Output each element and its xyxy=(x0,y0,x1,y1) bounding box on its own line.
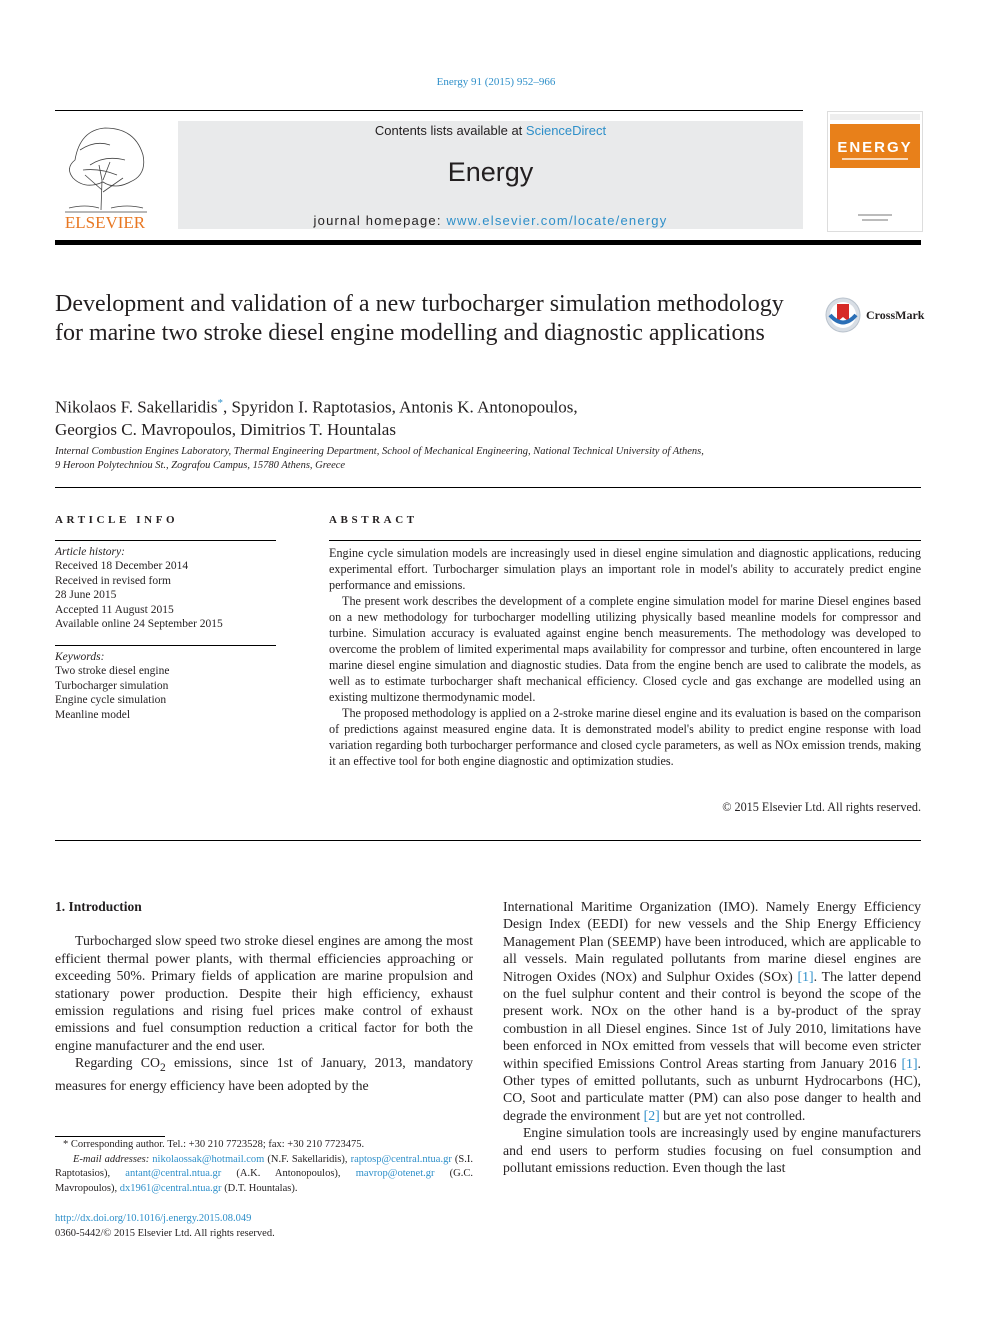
body-paragraph xyxy=(503,898,921,1124)
footnotes xyxy=(55,1138,473,1196)
history-label: Article history: xyxy=(55,546,125,558)
abstract-paragraph: The proposed methodology is applied on a 2-stroke marine diesel engine and its evaluation is based on the comparison of predictions against measured engine data. It is demonstrated model's ability to predict engine response with load variation regarding both turbocharger performance and closed cycle parameters, as well as NOx emission trends, making it an effective tool for both engine diagnostic and optimization studies. xyxy=(329,706,921,768)
doi-block xyxy=(55,1212,473,1241)
homepage-prefix: journal homepage: xyxy=(313,213,447,228)
text-run: . Other types of emitted pollutants, such as unburnt Hydrocarbons (HC), CO, Soot and particulate matter (PM) can also pose danger to health and degrade the environment xyxy=(503,1055,921,1123)
crossmark-icon xyxy=(825,296,925,336)
affiliation xyxy=(55,445,855,473)
body-column-right xyxy=(503,898,921,1177)
text-run: International Maritime Organization (IMO). Namely Energy Efficiency Design Index (EEDI) for new vessels and the Ship Energy Efficiency Management Plan (SEEMP) have been introduced, which are applicable to all vessels. Main regulated pollutants from marine diesel engines are Nitrogen Oxides (NOx) and Sulphur Oxides (SOx) xyxy=(503,899,921,984)
section-heading-introduction: 1. Introduction xyxy=(55,899,142,914)
body-paragraph: Engine simulation tools are increasingly used by engine manufacturers and end users to perform studies focusing on fuel consumption and pollutant emissions reduction. Even though the last xyxy=(503,1125,921,1176)
text-run: . The latter depend on the fuel sulphur content and their control is beyond the scope of the present work. NOx on the other hand is a by-product of the spray combustion in all Diesel engines. Since 1st of July 2010, limitations have been enforced in NOx emitted from vessels that will become even stricter within specified Emissions Control Areas starting from January 2016 xyxy=(503,968,921,1071)
history-item: Received 18 December 2014 xyxy=(55,560,189,573)
contents-line xyxy=(178,123,803,138)
journal-citation[interactable]: Energy 91 (2015) 952–966 xyxy=(436,76,556,88)
email-link[interactable]: mavrop@otenet.gr xyxy=(355,1168,435,1179)
section-rule xyxy=(55,487,921,488)
text-run: but are yet not controlled. xyxy=(659,1107,806,1123)
article-info-heading: ARTICLE INFO xyxy=(55,514,179,526)
email-link[interactable]: antant@central.ntua.gr xyxy=(125,1168,222,1179)
cover-title: ENERGY xyxy=(837,139,913,156)
homepage-link[interactable]: www.elsevier.com/locate/energy xyxy=(446,213,668,228)
authors-line1-rest: , Spyridon I. Raptotasios, Antonis K. Antonopoulos, xyxy=(223,397,578,417)
email-label: E-mail addresses: xyxy=(73,1153,153,1165)
history-item: Available online 24 September 2015 xyxy=(55,618,223,631)
abstract-paragraph: The present work describes the development of a complete engine simulation model for marine Diesel engines based on a new methodology for turbocharger modelling utilizing physically based meanline models for compressor and turbine. Simulation accuracy is evaluated against engine bench measurements. The methodology was developed to overcome the problem of limited experimental maps availability for compressor and turbine, often encountered in large marine diesel engine simulation and diagnostic studies. Data from the engine bench are used to calibrate the models, as well as to estimate turbocharger shaft mechanical efficiency. Closed cycle and gas exchange are modelled using an existing multizone thermodynamic model. xyxy=(329,594,921,704)
crossmark-badge[interactable] xyxy=(825,296,925,336)
reference-link[interactable]: [1] xyxy=(797,968,814,984)
email-link[interactable]: dx1961@central.ntua.gr xyxy=(119,1182,222,1194)
homepage-line xyxy=(178,213,803,228)
email-link[interactable]: nikolaossak@hotmail.com xyxy=(152,1153,265,1165)
keyword: Engine cycle simulation xyxy=(55,694,167,707)
email-owner: (G.C. Mavropoulos), xyxy=(55,1168,473,1194)
issn-line: 0360-5442/© 2015 Elsevier Ltd. All rights reserved. xyxy=(55,1227,275,1239)
contents-prefix: Contents lists available at xyxy=(374,123,526,138)
keyword: Two stroke diesel engine xyxy=(55,665,170,678)
header-rule-thick xyxy=(55,240,921,245)
history-item: Received in revised form xyxy=(55,574,171,587)
email-owner: (A.K. Antonopoulos), xyxy=(221,1168,356,1179)
text-run: emissions, since 1st of January, 2013, mandatory measures for energy efficiency have been adopted by the xyxy=(55,1055,474,1094)
keywords-label: Keywords: xyxy=(55,651,105,663)
journal-cover[interactable] xyxy=(827,111,923,232)
reference-link[interactable]: [2] xyxy=(643,1107,660,1123)
body-column-left xyxy=(55,898,473,1095)
corresponding-footnote: * Corresponding author. Tel.: +30 210 7723528; fax: +30 210 7723475. xyxy=(63,1139,365,1150)
email-owner: (D.T. Hountalas). xyxy=(221,1182,298,1194)
info-rule xyxy=(55,540,276,541)
text-run: Regarding CO xyxy=(75,1055,160,1071)
history-item: 28 June 2015 xyxy=(55,589,117,602)
abstract-paragraph: Engine cycle simulation models are increasingly used in diesel engine simulation and diagnostic applications, reducing experimental effort. Turbocharger simulation plays an important role in model's ability to accurately predict engine performance and emissions. xyxy=(329,546,921,592)
section-rule xyxy=(55,840,921,841)
keywords xyxy=(55,650,276,722)
affiliation-line2: 9 Heroon Polytechniou St., Zografou Campus, 15780 Athens, Greece xyxy=(55,460,346,471)
header-rule xyxy=(55,110,803,111)
article-history xyxy=(55,545,276,631)
affiliation-line1: Internal Combustion Engines Laboratory, Thermal Engineering Department, School of Mechanical Engineering, National Technical University of Athens, xyxy=(55,446,704,457)
history-item: Accepted 11 August 2015 xyxy=(55,603,174,616)
abstract-copyright: © 2015 Elsevier Ltd. All rights reserved. xyxy=(722,800,921,814)
doi-link[interactable]: http://dx.doi.org/10.1016/j.energy.2015.08.049 xyxy=(55,1213,252,1224)
crossmark-label: CrossMark xyxy=(866,308,925,322)
abstract-body xyxy=(329,545,921,769)
elsevier-tree-icon xyxy=(55,120,155,232)
elsevier-logo xyxy=(55,120,155,232)
sciencedirect-link[interactable]: ScienceDirect xyxy=(525,123,607,138)
email-footnote xyxy=(55,1153,473,1197)
journal-cover-image xyxy=(828,112,922,231)
email-owner: (N.F. Sakellaridis), xyxy=(264,1153,351,1165)
keyword: Turbocharger simulation xyxy=(55,679,169,692)
author-list xyxy=(55,392,835,441)
body-paragraph: Turbocharged slow speed two stroke diesel engines are among the most efficient thermal power plants, with thermal efficiencies approaching or exceeding 50%. Primary fields of application are marine propulsion and stationary power production. Despite their high efficiency, exhaust emission regulations and rising fuel prices make control of exhaust emissions and fuel consumption reduction a critical factor for both the engine manufacturer and the end user. xyxy=(55,933,473,1053)
subscript: 2 xyxy=(159,1062,166,1074)
article-title: Development and validation of a new turbocharger simulation methodology for marine two stroke diesel engine modelling and diagnostic applications xyxy=(55,291,784,346)
author-corresponding[interactable]: Nikolaos F. Sakellaridis xyxy=(55,397,218,417)
footnote-rule xyxy=(55,1136,165,1137)
email-link[interactable]: raptosp@central.ntua.gr xyxy=(350,1153,452,1165)
info-rule xyxy=(55,645,276,646)
email-owner: (S.I. Raptotasios), xyxy=(55,1153,473,1179)
abstract-rule xyxy=(329,540,921,541)
corresponding-star[interactable]: * xyxy=(217,397,223,409)
authors-line2: Georgios C. Mavropoulos, Dimitrios T. Hountalas xyxy=(55,419,396,439)
body-paragraph xyxy=(55,1054,473,1095)
keyword: Meanline model xyxy=(55,708,131,721)
reference-link[interactable]: [1] xyxy=(901,1055,918,1071)
publisher-name: ELSEVIER xyxy=(64,213,146,232)
abstract-heading: ABSTRACT xyxy=(329,514,418,526)
journal-name: Energy xyxy=(447,157,534,187)
journal-banner xyxy=(178,121,803,229)
